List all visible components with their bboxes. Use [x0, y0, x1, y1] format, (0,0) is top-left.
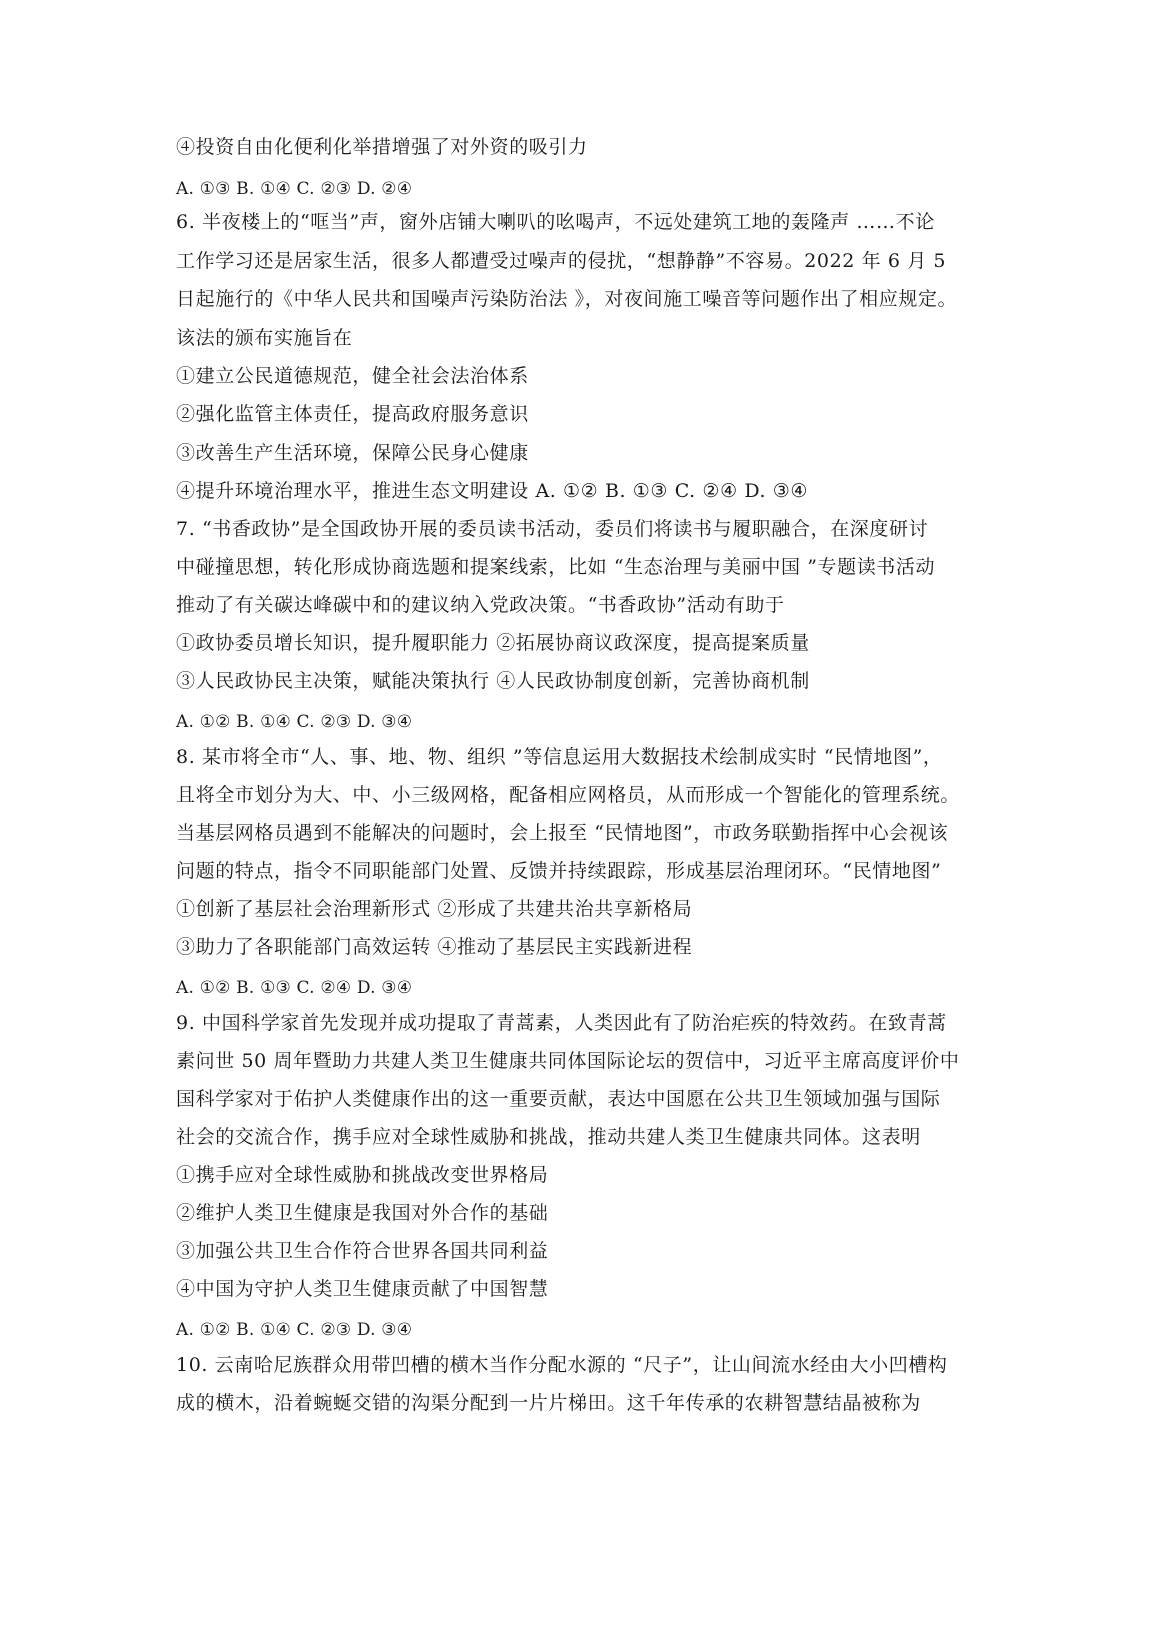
text-line: 社会的交流合作，携手应对全球性威胁和挑战，推动共建人类卫生健康共同体。这表明 — [176, 1126, 921, 1148]
option-line: ①携手应对全球性威胁和挑战改变世界格局 — [176, 1164, 549, 1186]
option-line: ②强化监管主体责任，提高政府服务意识 — [176, 403, 529, 425]
answer-options: A. ①③ B. ①④ C. ②③ D. ②④ — [176, 179, 413, 199]
answer-options: A. ①② B. ①④ C. ②③ D. ③④ — [176, 1320, 413, 1340]
question-8-text: 8. 某市将全市“人、事、地、物、组织 ”等信息运用大数据技术绘制成实时 “民情地图”， — [176, 746, 943, 768]
option-line: ①政协委员增长知识，提升履职能力 ②拓展协商议政深度，提高提案质量 — [176, 632, 810, 654]
option-line: ③改善生产生活环境，保障公民身心健康 — [176, 442, 529, 464]
option-line: ④中国为守护人类卫生健康贡献了中国智慧 — [176, 1278, 549, 1300]
option-line: ③加强公共卫生合作符合世界各国共同利益 — [176, 1240, 549, 1262]
answer-options: A. ①② B. ①④ C. ②③ D. ③④ — [176, 712, 413, 732]
question-9-text: 9. 中国科学家首先发现并成功提取了青蒿素，人类因此有了防治疟疾的特效药。在致青蒿 — [176, 1012, 947, 1034]
answer-options: A. ①② B. ①③ C. ②④ D. ③④ — [176, 978, 413, 998]
text-line: 该法的颁布实施旨在 — [176, 327, 353, 349]
text-line: 工作学习还是居家生活，很多人都遭受过噪声的侵扰，“想静静”不容易。2022 年 6 月 5 — [176, 250, 947, 272]
option-line: ②维护人类卫生健康是我国对外合作的基础 — [176, 1202, 549, 1224]
text-line: 成的横木，沿着蜿蜒交错的沟渠分配到一片片梯田。这千年传承的农耕智慧结晶被称为 — [176, 1392, 921, 1414]
option-line: ①创新了基层社会治理新形式 ②形成了共建共治共享新格局 — [176, 898, 693, 920]
question-10-text: 10. 云南哈尼族群众用带凹槽的横木当作分配水源的 “尺子”，让山间流水经由大小凹槽构 — [176, 1354, 948, 1376]
text-line: 国科学家对于佑护人类健康作出的这一重要贡献，表达中国愿在公共卫生领域加强与国际 — [176, 1088, 941, 1110]
option-line: ③人民政协民主决策，赋能决策执行 ④人民政协制度创新，完善协商机制 — [176, 670, 810, 692]
question-7-text: 7. “书香政协”是全国政协开展的委员读书活动，委员们将读书与履职融合，在深度研讨 — [176, 518, 929, 540]
option-line: ①建立公民道德规范，健全社会法治体系 — [176, 365, 529, 387]
text-line: 问题的特点，指令不同职能部门处置、反馈并持续跟踪，形成基层治理闭环。“民情地图” — [176, 860, 942, 882]
option-line: ④提升环境治理水平，推进生态文明建设 A. ①② B. ①③ C. ②④ D. ③④ — [176, 480, 809, 502]
text-line: 日起施行的《中华人民共和国噪声污染防治法 》，对夜间施工噪音等问题作出了相应规定。 — [176, 288, 958, 310]
question-6-text: 6. 半夜楼上的“哐当”声，窗外店铺大喇叭的吆喝声，不远处建筑工地的轰隆声 ……不论 — [176, 211, 935, 233]
option-line: ③助力了各职能部门高效运转 ④推动了基层民主实践新进程 — [176, 936, 693, 958]
text-line: 当基层网格员遇到不能解决的问题时，会上报至 “民情地图”，市政务联勤指挥中心会视该 — [176, 822, 949, 844]
text-line: 推动了有关碳达峰碳中和的建议纳入党政决策。“书香政协”活动有助于 — [176, 594, 785, 616]
text-line: ④投资自由化便利化举措增强了对外资的吸引力 — [176, 136, 588, 158]
text-line: 且将全市划分为大、中、小三级网格，配备相应网格员，从而形成一个智能化的管理系统。 — [176, 784, 961, 806]
text-line: 中碰撞思想，转化形成协商选题和提案线索，比如 “生态治理与美丽中国 ”专题读书活动 — [176, 556, 936, 578]
text-line: 素问世 50 周年暨助力共建人类卫生健康共同体国际论坛的贺信中，习近平主席高度评价中 — [176, 1050, 960, 1072]
